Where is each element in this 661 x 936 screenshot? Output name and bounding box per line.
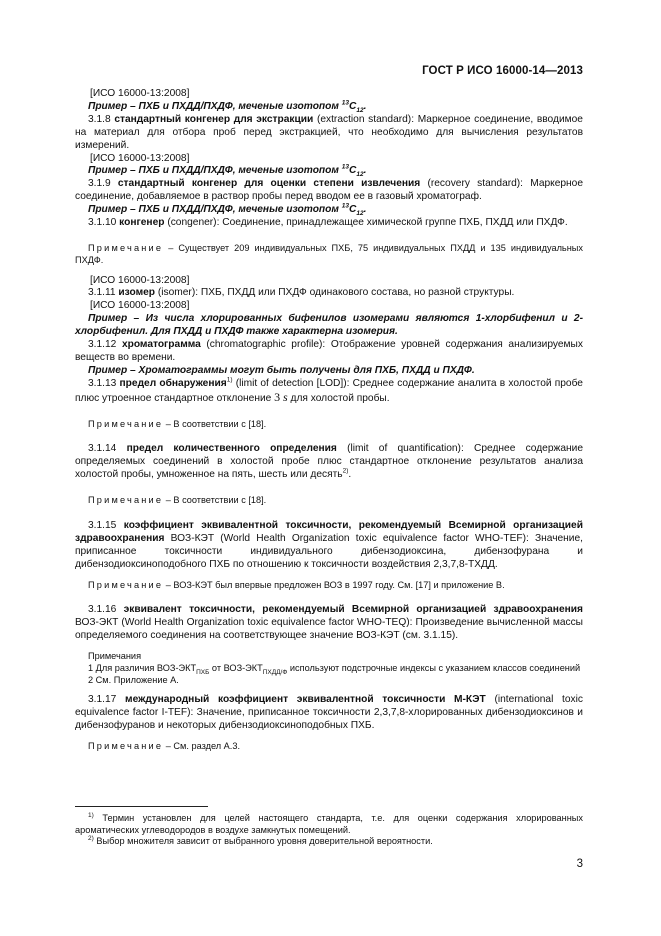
example: Пример – ПХБ и ПХДД/ПХДФ, меченые изотопом $^{13}С_{12}$. [88,164,367,179]
term-3-1-13: 3.1.13 предел обнаружения$^{1)}$ (limit of detection [LOD]): Среднее содержание аналита в холостой пробе плюс утроенное стандартное отклонение 3 s для холостой пробы. [75,376,583,404]
notes-title: Примечания [88,651,142,662]
document-body [75,88,583,753]
reference: [ИСО 16000-13:2008] [90,88,190,99]
reference: [ИСО 16000-13:2008] [90,274,190,286]
footnote-2: $^{2)}$ Выбор множителя зависит от выбранного уровня доверительной вероятности. [88,835,433,847]
footnote-separator [75,806,208,807]
reference: [ИСО 16000-13:2008] [90,152,190,164]
term-3-1-15: 3.1.15 коэффициент эквивалентной токсичности, рекомендуемый Всемирной организацией здравоохранения ВОЗ-КЭТ (World Health Organization toxic equivalence factor WHO-TEF): Значение, приписанное токсичности индивидуального дибензодиоксина, дибензофурана и дибензодиоксиноподобного ПХБ по отношению к токсичности воздействия 2,3,7,8-ТХДД. [75,519,583,570]
example: Пример – Из числа хлорированных бифенилов изомерами являются 1-хлорбифенил и 2-хлорбифенил. Для ПХДД и ПХДФ также характерна изомерия. [75,313,583,338]
term-3-1-12: 3.1.12 хроматограмма (chromatographic profile): Отображение уровней содержания анализируемых веществ во времени. [75,339,583,363]
note: Примечание – В соответствии с [18]. [88,495,267,506]
note: Примечание – Существует 209 индивидуальных ПХБ, 75 индивидуальных ПХДД и 135 индивидуальных ПХДФ. [75,242,583,265]
note: Примечание – См. раздел А.3. [88,741,241,752]
page-number: 3 [576,858,583,870]
reference: [ИСО 16000-13:2008] [90,300,190,312]
example: Пример – ПХБ и ПХДД/ПХДФ, меченые изотопом $^{13}С_{12}$. [88,99,367,114]
footnotes [75,813,583,848]
example: Пример – ПХБ и ПХДД/ПХДФ, меченые изотопом $^{13}С_{12}$. [88,202,367,218]
standard-code-header: ГОСТ Р ИСО 16000-14—2013 [422,65,583,77]
term-3-1-10: 3.1.10 конгенер (congener): Соединение, принадлежащее химической группе ПХБ, ПХДД или ПХДФ. [88,217,568,229]
term-3-1-8: 3.1.8 стандартный конгенер для экстракции (extraction standard): Маркерное соединение, вводимое на материал для отбора проб перед экстракцией, что необходимо для вычисления результатов измерений. [75,113,583,151]
note-item: 2 См. Приложение А. [88,674,179,685]
term-3-1-9: 3.1.9 стандартный конгенер для оценки степени извлечения (recovery standard): Маркерное соединение, добавляемое в раствор пробы перед вводом ее в газовый хроматограф. [75,178,584,203]
example: Пример – Хроматограммы могут быть получены для ПХБ, ПХДД и ПХДФ. [88,364,475,376]
term-3-1-17: 3.1.17 международный коэффициент эквивалентной токсичности М-КЭТ (international toxic equivalence factor I-TEF): Значение, приписанное токсичности 2,3,7,8-хлорированных дибензодиоксинов и дибензофуранов и некоторых дибензодиоксиноподобных ПХБ. [75,694,583,732]
term-3-1-14: 3.1.14 предел количественного определения (limit of quantification): Среднее содержание определяемых соединений в холостой пробе плюс стандартное отклонение результатов анализа холостой пробы, умноженное на пять, шесть или десять$^{2)}$. [75,443,583,481]
term-3-1-16: 3.1.16 эквивалент токсичности, рекомендуемый Всемирной организацией здравоохранения ВОЗ-ЭКТ (World Health Organization toxic equivalence factor WHO-TEQ): Произведение вычисленной массы определяемого соединения на соответствующее значение ВОЗ-КЭТ (см. 3.1.15). [75,604,583,642]
note: Примечание – В соответствии с [18]. [88,418,267,429]
note: Примечание – ВОЗ-КЭТ был впервые предложен ВОЗ в 1997 году. См. [17] и приложение В. [88,579,505,590]
term-3-1-11: 3.1.11 изомер (isomer): ПХБ, ПХДД или ПХДФ одинакового состава, но разной структуры. [88,287,515,299]
note-item: 1 Для различия ВОЗ-$ЭКТ_{ПХБ}$ от ВОЗ-$ЭКТ_{ПХДД/Ф}$ используют подстрочные индексы с указанием классов соединений [88,662,581,676]
footnote-1: $^{1)}$ Термин установлен для целей настоящего стандарта, т.е. для оценки содержания хлорированных ароматических углеводородов в воздухе замкнутых помещений. [75,811,583,835]
